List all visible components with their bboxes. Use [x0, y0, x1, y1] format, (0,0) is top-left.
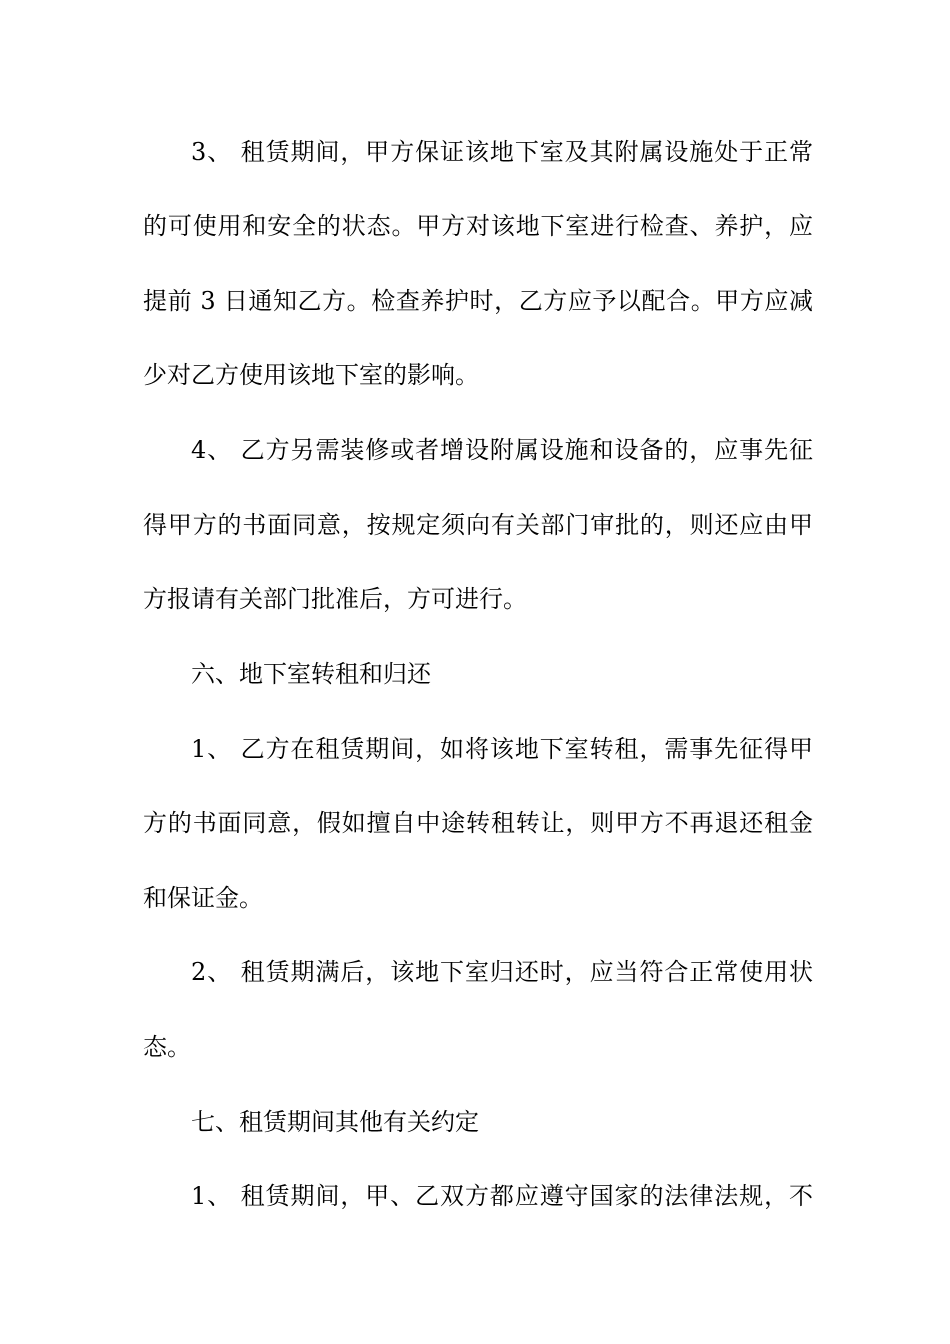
clause-3-line-2: 的可使用和安全的状态。甲方对该地下室进行检查、养护，应: [143, 212, 813, 240]
section-7-heading: 七、租赁期间其他有关约定: [191, 1108, 479, 1136]
section-7-clause-1-line-1: 1、 租赁期间，甲、乙双方都应遵守国家的法律法规，不: [191, 1182, 813, 1210]
clause-3-line-4: 少对乙方使用该地下室的影响。: [143, 361, 479, 389]
clause-4-line-3: 方报请有关部门批准后，方可进行。: [143, 585, 527, 613]
section-6-clause-2-line-2: 态。: [143, 1033, 191, 1061]
clause-4-line-2: 得甲方的书面同意，按规定须向有关部门审批的，则还应由甲: [143, 511, 813, 539]
section-6-clause-1-line-1: 1、 乙方在租赁期间，如将该地下室转租，需事先征得甲: [191, 735, 813, 763]
section-6-clause-1-line-3: 和保证金。: [143, 884, 263, 912]
section-6-heading: 六、地下室转租和归还: [191, 660, 431, 688]
clause-3-line-3: 提前 3 日通知乙方。检查养护时，乙方应予以配合。甲方应减: [143, 287, 813, 315]
section-6-clause-1-line-2: 方的书面同意，假如擅自中途转租转让，则甲方不再退还租金: [143, 809, 813, 837]
section-6-clause-2-line-1: 2、 租赁期满后，该地下室归还时，应当符合正常使用状: [191, 958, 813, 986]
clause-4-line-1: 4、 乙方另需装修或者增设附属设施和设备的，应事先征: [191, 436, 813, 464]
clause-3-line-1: 3、 租赁期间，甲方保证该地下室及其附属设施处于正常: [191, 138, 813, 166]
